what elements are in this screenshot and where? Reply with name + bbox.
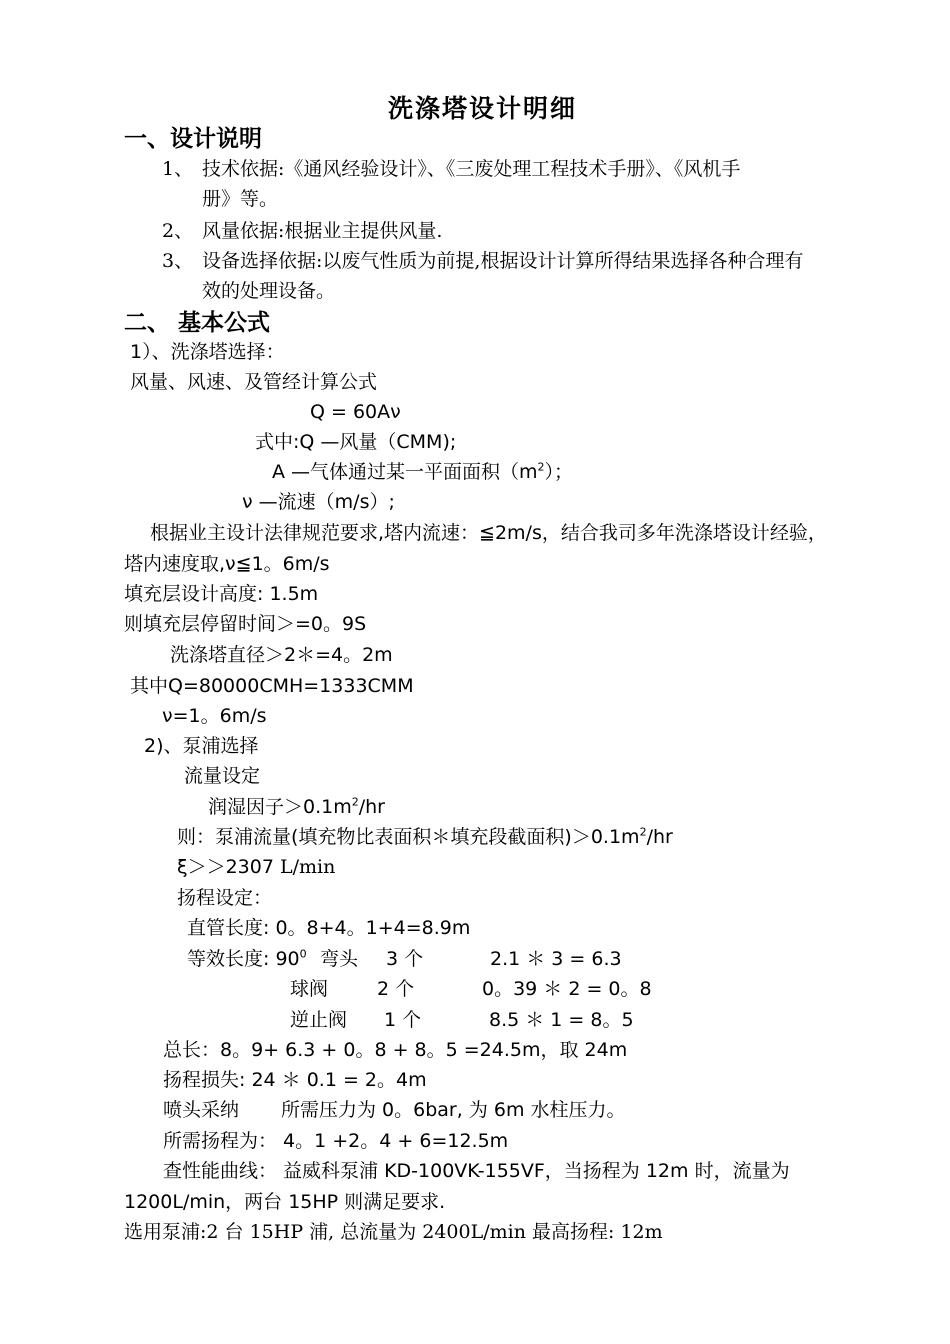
superscript: 2: [537, 460, 545, 474]
airflow-value: 其中Q=80000CMH=1333CMM: [130, 675, 414, 697]
page-title: 洗涤塔设计明细: [388, 94, 578, 123]
superscript: 2: [639, 825, 647, 839]
nozzle-text: 所需压力为 0。6bar, 为 6m 水柱压力。: [281, 1099, 626, 1121]
formula-where-q: 式中:Q —风量（CMM);: [255, 431, 457, 453]
required-head: 所需扬程为： 4。1 +2。4 + 6=12.5m: [163, 1130, 509, 1152]
item-number: 3、: [162, 250, 194, 272]
nozzle-pressure: [163, 1101, 626, 1120]
pump-flow-unit: /hr: [646, 826, 673, 848]
nozzle-label: 喷头采纳: [163, 1099, 240, 1121]
design-item-1-continuation: 册》等。: [202, 188, 279, 210]
design-item-1: [162, 160, 740, 179]
scrubber-diameter: 洗涤塔直径＞2＊=4。2m: [170, 644, 393, 666]
fitting-name: 逆止阀: [290, 1009, 348, 1031]
pump-flow-text: 则：泵浦流量(填充物比表面积＊填充段截面积)＞0.1m: [177, 826, 640, 848]
flow-setting: 流量设定: [184, 765, 261, 787]
velocity-value: ν=1。6m/s: [162, 705, 267, 727]
wetting-factor: [208, 795, 385, 818]
xi-flow: [177, 858, 335, 877]
curve-check-line-2: 1200L/min，两台 15HP 则满足要求.: [124, 1191, 446, 1213]
fitting-name: 弯头: [320, 948, 359, 970]
formula-where-v: ν —流速（m/s）;: [242, 491, 395, 513]
fitting-calc: 0。39 ＊ 2 = 0。8: [482, 978, 652, 1000]
design-item-2: [162, 222, 442, 241]
head-setting: 扬程设定：: [177, 887, 273, 909]
straight-pipe-length: 直管长度: 0。8+4。1+4=8.9m: [187, 917, 471, 939]
wetting-unit: /hr: [358, 796, 385, 818]
calc-formula-title: 风量、风速、及管经计算公式: [130, 371, 378, 393]
fitting-name: 球阀: [290, 978, 329, 1000]
item-number: 1、: [162, 158, 194, 180]
equiv-text: 等效长度: 90: [187, 948, 300, 970]
item-text: 风量依据:根据业主提供风量.: [202, 220, 443, 242]
selected-pump: 选用泵浦:2 台 15HP 浦, 总流量为 2400L/min 最高扬程: 12m: [124, 1221, 663, 1243]
residence-time: 则填充层停留时间＞=0。9S: [124, 613, 367, 635]
velocity-paragraph-line-1: 根据业主设计法律规范要求,塔内流速：≦2m/s，结合我司多年洗涤塔设计经验，: [150, 522, 827, 544]
item-number: 2、: [162, 220, 194, 242]
xi-unit: L/min: [273, 856, 336, 878]
fitting-calc: 2.1 ＊ 3 = 6.3: [490, 948, 622, 970]
superscript: 2: [351, 795, 359, 809]
design-item-3-continuation: 效的处理设备。: [202, 280, 336, 302]
fitting-qty: 1 个: [384, 1009, 422, 1031]
pump-flow: [177, 825, 673, 848]
item-text: 技术依据:《通风经验设计》、《三废处理工程技术手册》、《风机手: [202, 158, 741, 180]
fill-height: 填充层设计高度: 1.5m: [124, 583, 319, 605]
head-loss: 扬程损失: 24 ＊ 0.1 = 2。4m: [163, 1069, 427, 1091]
total-length: 总长：8。9+ 6.3 + 0。8 + 8。5 =24.5m，取 24m: [163, 1039, 628, 1061]
section-heading-basic-formulas: 二、 基本公式: [124, 309, 271, 336]
item-text: 设备选择依据:以废气性质为前提,根据设计计算所得结果选择各种合理有: [202, 250, 804, 272]
section-heading-design-description: 一、设计说明: [124, 125, 262, 152]
formula-main: Q = 60Aν: [310, 401, 401, 423]
superscript: 0: [299, 947, 307, 961]
curve-check-line-1: 查性能曲线： 益威科泵浦 KD-100VK-155VF，当扬程为 12m 时，流量为: [163, 1160, 790, 1182]
velocity-paragraph-line-2: 塔内速度取,ν≦1。6m/s: [124, 553, 330, 575]
equivalent-length-label: [187, 947, 307, 970]
fitting-qty: 3 个: [386, 948, 424, 970]
fitting-qty: 2 个: [377, 978, 415, 1000]
subsection-scrubber-selection: 1）、洗涤塔选择：: [130, 341, 285, 363]
subsection-pump-selection: 2)、泵浦选择: [144, 735, 259, 757]
formula-where-a: [272, 460, 574, 483]
design-item-3: [162, 252, 803, 271]
fitting-calc: 8.5 ＊ 1 = 8。5: [489, 1009, 634, 1031]
wetting-text: 润湿因子＞0.1m: [208, 796, 352, 818]
where-a-text: A —气体通过某一平面面积（m: [272, 461, 538, 483]
xi-value: ξ＞＞2307: [177, 856, 274, 878]
where-a-suffix: ）；: [544, 461, 574, 483]
